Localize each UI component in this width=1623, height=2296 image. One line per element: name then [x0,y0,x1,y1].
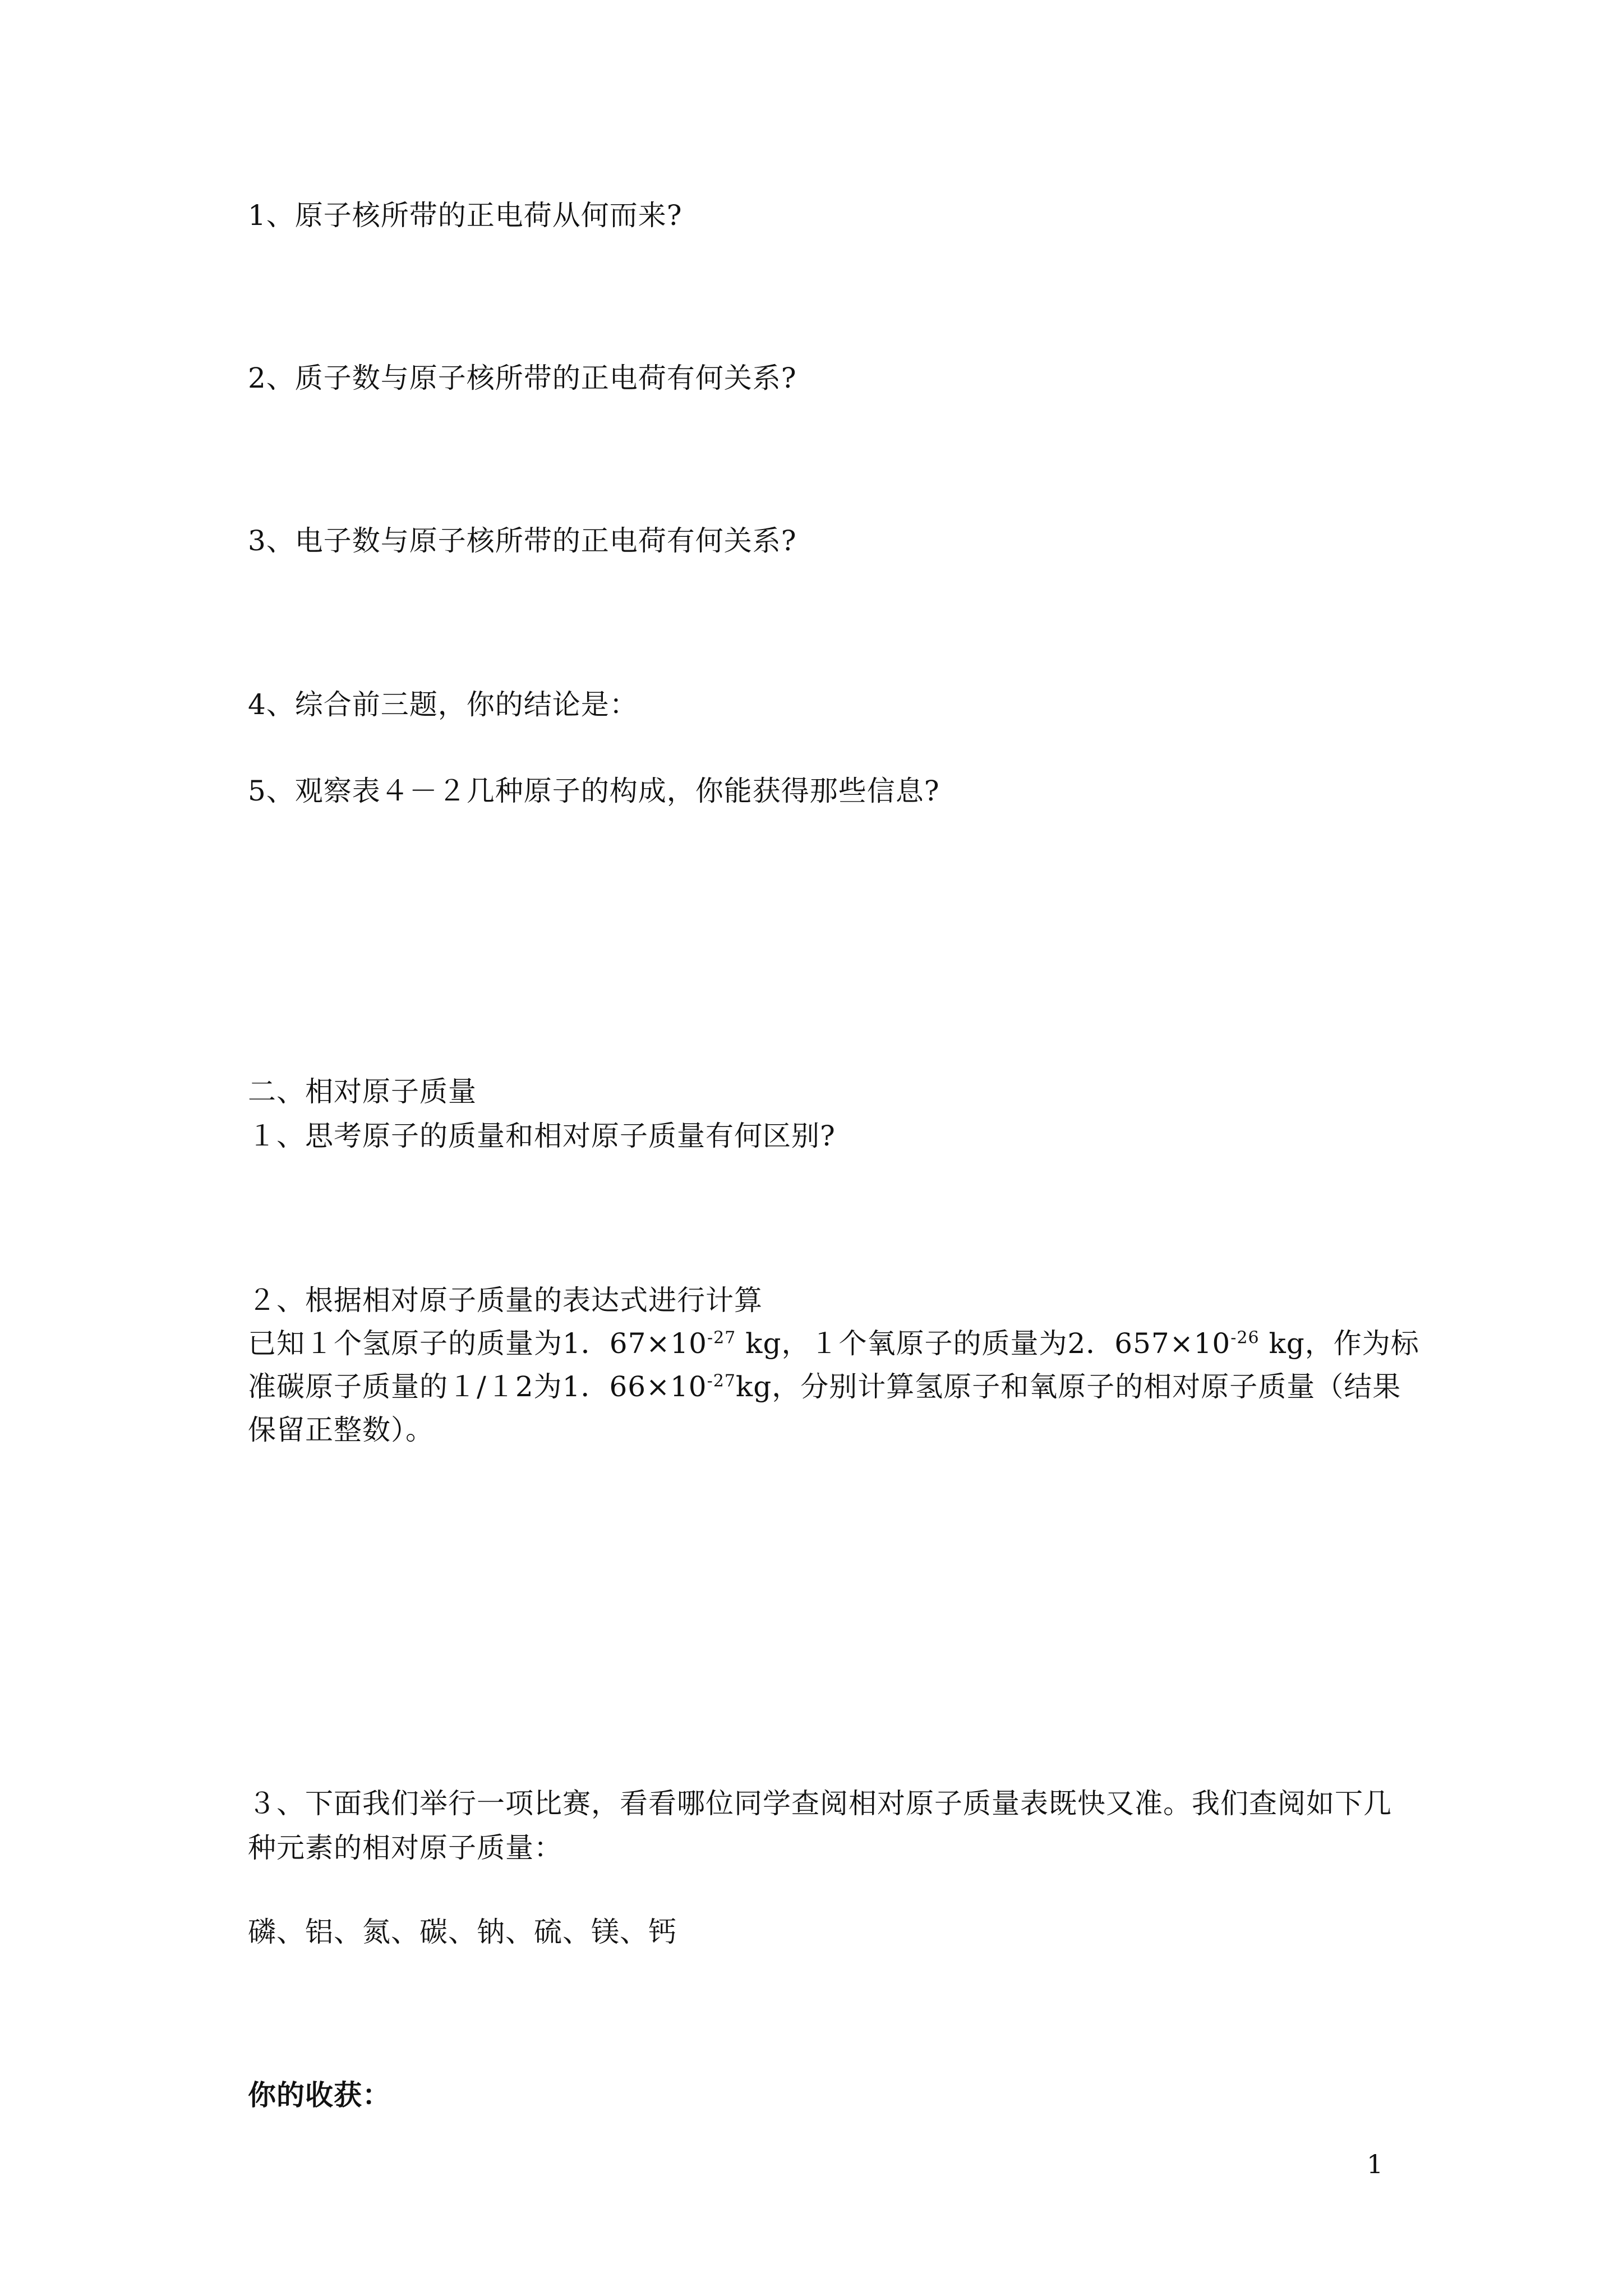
summary-heading: 你的收获： [248,2078,391,2111]
question-1-3: 3、电子数与原子核所带的正电荷有何关系? [248,524,797,557]
exponent: -27 [707,1371,736,1391]
exponent: -26 [1230,1328,1260,1348]
question-1-5: 5、观察表４－２几种原子的构成，你能获得那些信息? [248,775,940,807]
question-1-1: 1、原子核所带的正电荷从何而来? [248,199,683,232]
question-2-2: ２、根据相对原子质量的表达式进行计算 [248,1284,763,1317]
exponent: -27 [707,1328,736,1348]
question-1-4: 4、综合前三题，你的结论是： [248,688,638,721]
calculation-text-line-2: 准碳原子质量的１/１2为1．$66\times 10^{-27}kg$，分别计算氢原子和氧原子的相对原子质量（结果 [248,1370,1401,1403]
question-2-1: １、思考原子的质量和相对原子质量有何区别? [248,1120,836,1152]
question-2-3-line-2: 种元素的相对原子质量： [248,1832,562,1864]
element-list: 磷、铝、氮、碳、钠、硫、镁、钙 [248,1916,677,1948]
page-number: 1 [1367,2149,1384,2179]
question-2-3-line-1: ３、下面我们举行一项比赛，看看哪位同学查阅相对原子质量表既快又准。我们查阅如下几 [248,1787,1392,1820]
question-1-2: 2、质子数与原子核所带的正电荷有何关系? [248,362,797,394]
calculation-text-line-3: 保留正整数）。 [248,1414,434,1446]
calculation-text-line-1: 已知１个氢原子的质量为1．$67\times 10^{-27}$ kg，１个氧原子的质量为2．$657\times 10^{-26}$ kg，作为标 [248,1327,1419,1360]
section-2-heading: 二、相对原子质量 [248,1075,477,1108]
